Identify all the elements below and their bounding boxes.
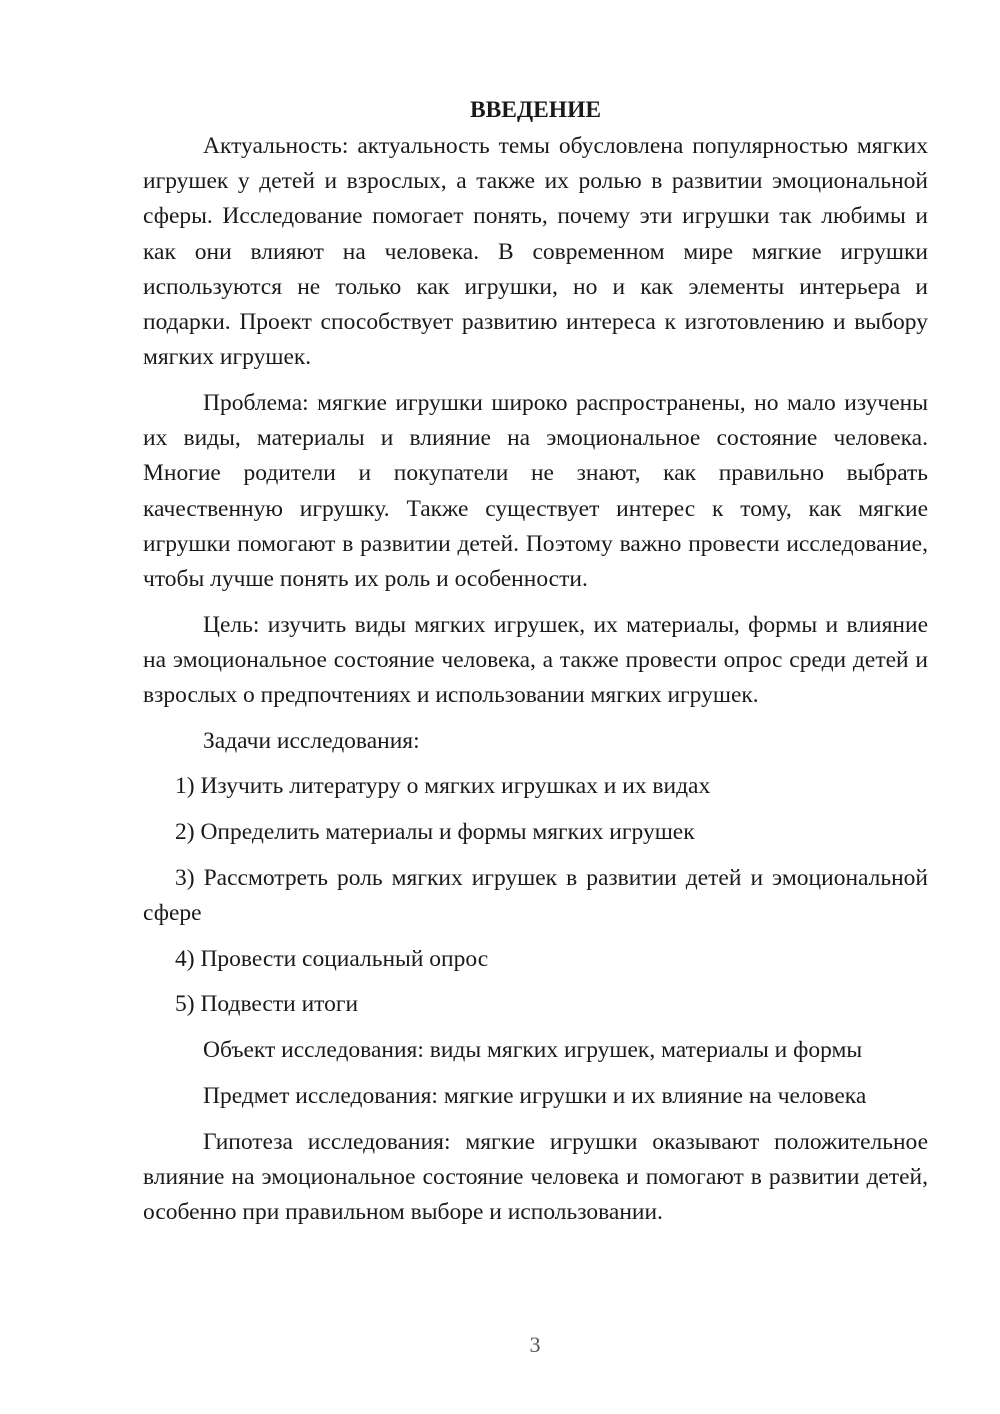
object-paragraph: Объект исследования: виды мягких игрушек, материалы и формы: [203, 1037, 863, 1064]
task-item-4: 4) Провести социальный опрос: [175, 945, 489, 972]
hypothesis-paragraph: Гипотеза исследования: мягкие игрушки оказывают положительное влияние на эмоциональное состояние человека и помогают в развитии детей, особенно при правильном выборе и использовании.: [143, 1128, 928, 1225]
tasks-heading: Задачи исследования:: [203, 727, 420, 754]
problem-paragraph: Проблема: мягкие игрушки широко распространены, но мало изучены их виды, материалы и влияние на эмоциональное состояние человека. Многие родители и покупатели не знают, как правильно выбрать качественную игрушку. Также существует интерес к тому, как мягкие игрушки помогают в развитии детей. Поэтому важно провести исследование, чтобы лучше понять их роль и особенности.: [143, 389, 928, 592]
subject-paragraph: Предмет исследования: мягкие игрушки и их влияние на человека: [203, 1082, 867, 1109]
task-item-1: 1) Изучить литературу о мягких игрушках и их видах: [175, 773, 711, 800]
goal-paragraph: Цель: изучить виды мягких игрушек, их материалы, формы и влияние на эмоциональное состояние человека, а также провести опрос среди детей и взрослых о предпочтениях и использовании мягких игрушек.: [143, 611, 928, 709]
task-item-5: 5) Подвести итоги: [175, 991, 359, 1018]
page-content: [143, 93, 928, 1241]
task-item-2: 2) Определить материалы и формы мягких игрушек: [175, 819, 695, 846]
task-item-3: 3) Рассмотреть роль мягких игрушек в развитии детей и эмоциональной сфере: [143, 864, 928, 927]
section-heading: ВВЕДЕНИЕ: [469, 97, 602, 123]
relevance-paragraph: Актуальность: актуальность темы обусловлена популярностью мягких игрушек у детей и взрослых, а также их ролью в развитии эмоциональной сферы. Исследование помогает понять, почему эти игрушки так любимы и как они влияют на человека. В современном мире мягкие игрушки используются не только как игрушки, но и как элементы интерьера и подарки. Проект способствует развитию интереса к изготовлению и выбору мягких игрушек.: [143, 133, 928, 371]
page-number: 3: [529, 1332, 541, 1357]
